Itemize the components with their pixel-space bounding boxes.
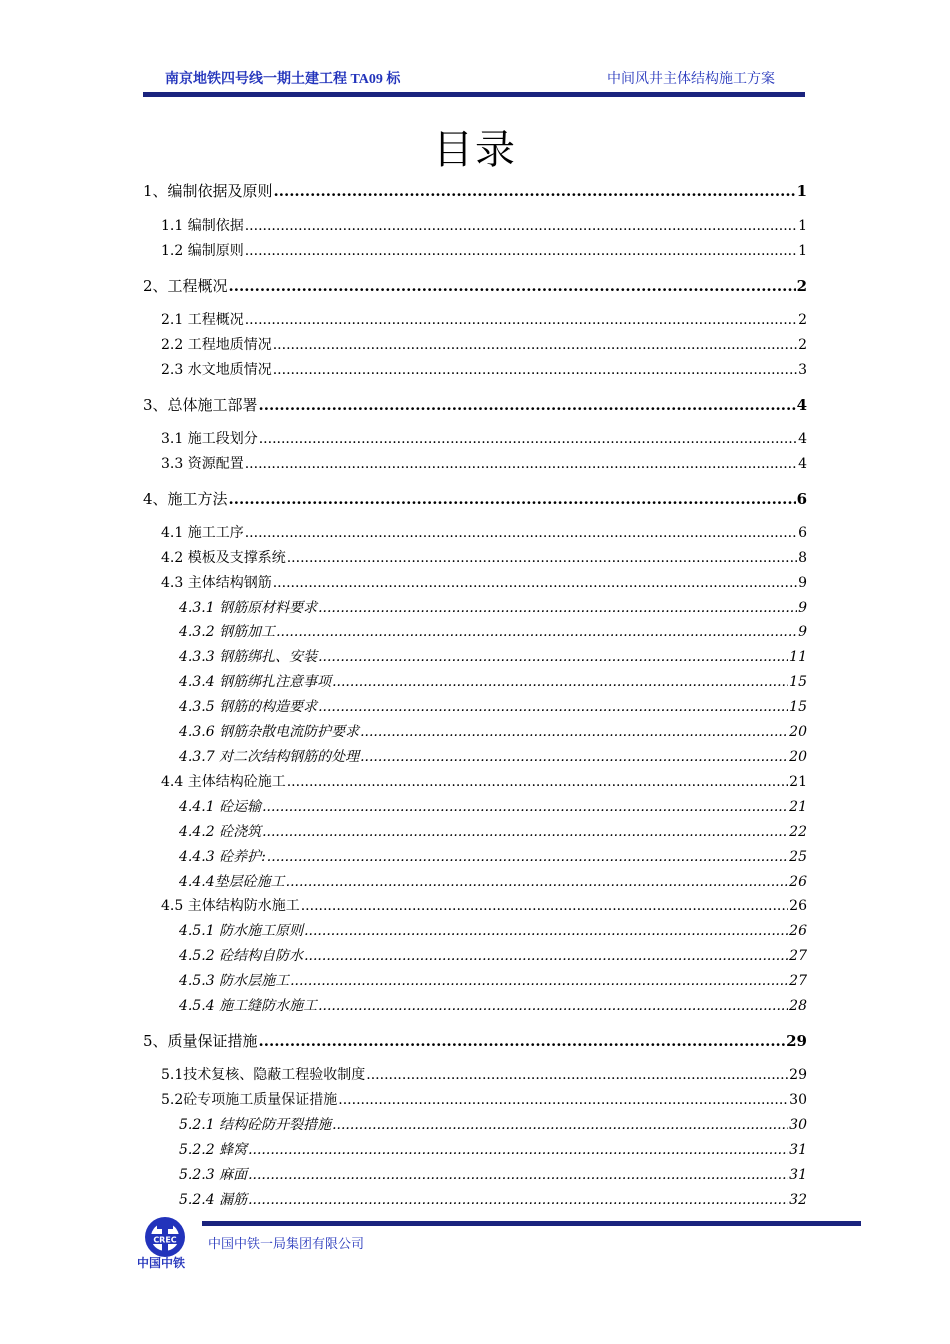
- toc-entry-label: 4.1 施工工序: [161, 525, 244, 541]
- toc-leader-dots: [245, 456, 797, 472]
- toc-entry[interactable]: [161, 428, 807, 448]
- toc-entry-page: 21: [789, 799, 807, 815]
- toc-entry-page: 4: [798, 431, 807, 447]
- toc-entry[interactable]: [161, 309, 807, 329]
- header-document-title: 中间风井主体结构施工方案: [607, 71, 775, 87]
- toc-entry[interactable]: [179, 945, 807, 965]
- toc-entry-label: 5.2.4 漏筋: [179, 1192, 248, 1208]
- toc-entry-label: 4.5 主体结构防水施工: [161, 898, 300, 914]
- toc-leader-dots: [286, 874, 789, 890]
- toc-leader-dots: [318, 699, 788, 715]
- toc-leader-dots: [301, 898, 788, 914]
- toc-entry-label: 4.3.1 钢筋原材料要求: [179, 600, 318, 616]
- toc-entry-label: 5.2.3 麻面: [179, 1167, 248, 1183]
- toc-entry-page: 6: [798, 525, 807, 541]
- toc-entry-page: 6: [796, 490, 807, 508]
- toc-entry-page: 1: [798, 243, 807, 259]
- toc-entry-page: 9: [798, 624, 807, 640]
- toc-entry-label: 1、编制依据及原则: [143, 182, 273, 200]
- toc-entry[interactable]: [161, 895, 807, 915]
- toc-entry[interactable]: [179, 746, 807, 766]
- toc-entry-page: 30: [789, 1117, 807, 1133]
- svg-text:CREC: CREC: [153, 1235, 177, 1245]
- toc-entry-page: 30: [789, 1092, 807, 1108]
- toc-entry-label: 5.2.2 蜂窝: [179, 1142, 248, 1158]
- toc-entry[interactable]: [161, 771, 807, 791]
- toc-leader-dots: [245, 243, 797, 259]
- toc-entry-page: 28: [789, 998, 807, 1014]
- toc-leader-dots: [332, 674, 788, 690]
- toc-entry-label: 3.3 资源配置: [161, 456, 244, 472]
- toc-leader-dots: [248, 1167, 788, 1183]
- toc-leader-dots: [304, 948, 788, 964]
- toc-leader-dots: [267, 849, 788, 865]
- toc-entry-label: 4.3.6 钢筋杂散电流防护要求: [179, 724, 360, 740]
- toc-entry-page: 4: [796, 396, 807, 414]
- toc-leader-dots: [318, 600, 797, 616]
- page-title: 目录: [433, 127, 517, 173]
- header-rule: [143, 92, 805, 97]
- toc-entry-page: 4: [798, 456, 807, 472]
- toc-entry[interactable]: [179, 796, 807, 816]
- toc-entry-label: 4.4.4垫层砼施工: [179, 874, 285, 890]
- toc-entry-label: 4.4 主体结构砼施工: [161, 774, 286, 790]
- toc-entry-label: 3、总体施工部署: [143, 396, 258, 414]
- toc-entry-label: 4.3 主体结构钢筋: [161, 575, 272, 591]
- toc-entry-page: 2: [798, 337, 807, 353]
- toc-entry-page: 11: [789, 649, 807, 665]
- toc-entry[interactable]: [161, 522, 807, 542]
- toc-entry-page: 3: [798, 362, 807, 378]
- toc-entry[interactable]: [179, 1189, 807, 1209]
- toc-entry-label: 2.3 水文地质情况: [161, 362, 272, 378]
- toc-entry-page: 22: [789, 824, 807, 840]
- toc-entry[interactable]: [179, 671, 807, 691]
- logo-caption: 中国中铁: [137, 1256, 186, 1270]
- toc-leader-dots: [360, 724, 788, 740]
- toc-entry-label: 5.1技术复核、隐蔽工程验收制度: [161, 1067, 366, 1083]
- toc-entry-label: 4.4.2 砼浇筑: [179, 824, 262, 840]
- toc-entry-label: 4.3.7 对二次结构钢筋的处理: [179, 749, 360, 765]
- toc-entry-page: 8: [798, 550, 807, 566]
- toc-entry[interactable]: [179, 646, 807, 666]
- toc-leader-dots: [290, 973, 788, 989]
- toc-entry[interactable]: [179, 621, 807, 641]
- toc-entry-label: 1.2 编制原则: [161, 243, 244, 259]
- toc-entry[interactable]: [161, 547, 807, 567]
- footer-rule: [202, 1221, 861, 1226]
- toc-entry-page: 31: [789, 1142, 807, 1158]
- toc-entry-page: 26: [789, 874, 807, 890]
- toc-entry-page: 27: [789, 973, 807, 989]
- toc-entry-label: 3.1 施工段划分: [161, 431, 258, 447]
- toc-leader-dots: [259, 396, 796, 414]
- toc-entry-page: 25: [789, 849, 807, 865]
- toc-entry-label: 4.3.4 钢筋绑扎注意事项: [179, 674, 332, 690]
- toc-entry-page: 32: [789, 1192, 807, 1208]
- toc-leader-dots: [287, 550, 797, 566]
- toc-entry-page: 9: [798, 600, 807, 616]
- toc-leader-dots: [248, 1192, 788, 1208]
- toc-entry-page: 2: [796, 277, 807, 295]
- toc-entry[interactable]: [179, 821, 807, 841]
- toc-leader-dots: [360, 749, 788, 765]
- toc-leader-dots: [318, 998, 788, 1014]
- toc-entry[interactable]: [179, 721, 807, 741]
- toc-entry-page: 29: [789, 1067, 807, 1083]
- toc-entry-label: 4、施工方法: [143, 490, 228, 508]
- toc-entry[interactable]: [161, 1089, 807, 1109]
- toc-leader-dots: [245, 525, 797, 541]
- toc-entry[interactable]: [143, 394, 807, 414]
- toc-leader-dots: [274, 182, 796, 200]
- toc-leader-dots: [245, 218, 797, 234]
- toc-entry[interactable]: [179, 696, 807, 716]
- toc-entry-label: 1.1 编制依据: [161, 218, 244, 234]
- toc-leader-dots: [287, 774, 788, 790]
- toc-entry-page: 21: [789, 774, 807, 790]
- toc-entry-page: 1: [798, 218, 807, 234]
- toc-entry-page: 1: [796, 182, 807, 200]
- toc-entry-label: 4.2 模板及支撑系统: [161, 550, 286, 566]
- toc-entry-label: 5.2.1 结构砼防开裂措施: [179, 1117, 332, 1133]
- toc-entry[interactable]: [179, 970, 807, 990]
- toc-entry-label: 5.2砼专项施工质量保证措施: [161, 1092, 338, 1108]
- toc-entry-label: 4.5.2 砼结构自防水: [179, 948, 304, 964]
- toc-entry[interactable]: [179, 597, 807, 617]
- toc-leader-dots: [229, 490, 796, 508]
- toc-leader-dots: [273, 362, 797, 378]
- toc-leader-dots: [262, 824, 788, 840]
- toc-entry-label: 4.5.3 防水层施工: [179, 973, 290, 989]
- toc-entry[interactable]: [179, 871, 807, 891]
- toc-entry-page: 9: [798, 575, 807, 591]
- toc-entry-page: 15: [789, 699, 807, 715]
- toc-entry-page: 15: [789, 674, 807, 690]
- toc-entry[interactable]: [179, 920, 807, 940]
- toc-entry[interactable]: [161, 1064, 807, 1084]
- toc-leader-dots: [332, 1117, 788, 1133]
- toc-entry-label: 4.5.4 施工缝防水施工: [179, 998, 318, 1014]
- toc-entry[interactable]: [179, 1139, 807, 1159]
- toc-leader-dots: [262, 799, 788, 815]
- toc-entry-page: 20: [789, 749, 807, 765]
- toc-entry-label: 4.3.3 钢筋绑扎、安装: [179, 649, 318, 665]
- toc-entry-page: 31: [789, 1167, 807, 1183]
- toc-entry-page: 2: [798, 312, 807, 328]
- header-project-title: 南京地铁四号线一期土建工程 TA09 标: [165, 72, 401, 87]
- toc-entry[interactable]: [161, 240, 807, 260]
- toc-entry-page: 20: [789, 724, 807, 740]
- toc-leader-dots: [248, 1142, 788, 1158]
- toc-entry-page: 27: [789, 948, 807, 964]
- toc-leader-dots: [273, 575, 797, 591]
- footer-company: 中国中铁一局集团有限公司: [208, 1237, 365, 1252]
- toc-entry-label: 2.2 工程地质情况: [161, 337, 272, 353]
- toc-entry[interactable]: [179, 1114, 807, 1134]
- toc-entry[interactable]: [179, 846, 807, 866]
- toc-leader-dots: [318, 649, 788, 665]
- toc-leader-dots: [229, 277, 796, 295]
- toc-entry-page: 26: [789, 923, 807, 939]
- toc-entry-label: 2、工程概况: [143, 277, 228, 295]
- toc-entry[interactable]: [143, 180, 807, 200]
- toc-entry-label: 4.4.3 砼养护:: [179, 849, 266, 865]
- toc-entry-page: 26: [789, 898, 807, 914]
- toc-entry-label: 2.1 工程概况: [161, 312, 244, 328]
- toc-entry-page: 29: [786, 1032, 807, 1050]
- toc-leader-dots: [245, 312, 797, 328]
- toc-entry[interactable]: [143, 1030, 807, 1050]
- toc-entry[interactable]: [161, 334, 807, 354]
- toc-leader-dots: [259, 1032, 786, 1050]
- toc-entry-label: 4.4.1 砼运输: [179, 799, 262, 815]
- toc-entry[interactable]: [179, 995, 807, 1015]
- toc-entry[interactable]: [179, 1164, 807, 1184]
- toc-entry[interactable]: [161, 215, 807, 235]
- toc-entry-label: 4.5.1 防水施工原则: [179, 923, 304, 939]
- toc-entry-label: 5、质量保证措施: [143, 1032, 258, 1050]
- toc-entry[interactable]: [161, 572, 807, 592]
- toc-leader-dots: [338, 1092, 788, 1108]
- toc-entry[interactable]: [161, 359, 807, 379]
- toc-entry[interactable]: [143, 275, 807, 295]
- toc-entry[interactable]: [161, 453, 807, 473]
- toc-leader-dots: [304, 923, 788, 939]
- toc-entry[interactable]: [143, 488, 807, 508]
- toc-entry-label: 4.3.2 钢筋加工: [179, 624, 276, 640]
- toc-leader-dots: [276, 624, 797, 640]
- toc-entry-label: 4.3.5 钢筋的构造要求: [179, 699, 318, 715]
- toc-leader-dots: [273, 337, 797, 353]
- toc-leader-dots: [366, 1067, 788, 1083]
- toc-leader-dots: [259, 431, 797, 447]
